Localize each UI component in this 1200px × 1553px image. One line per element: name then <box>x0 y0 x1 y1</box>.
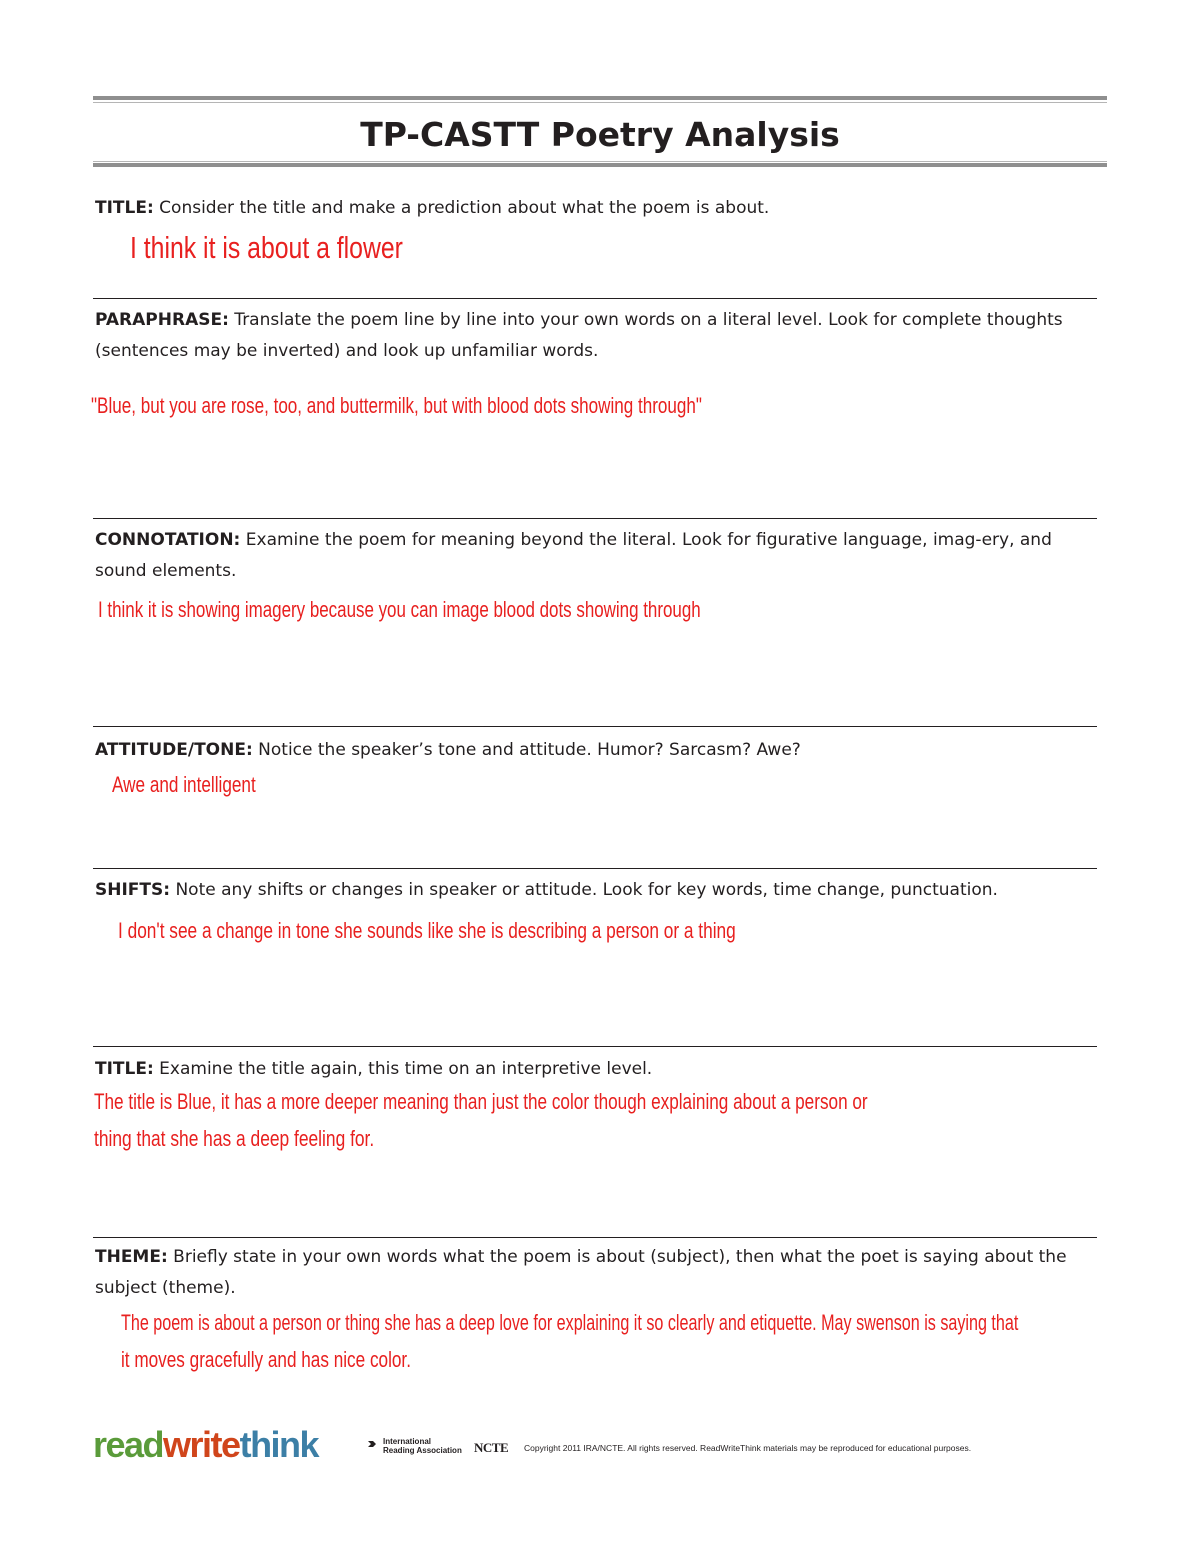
section-divider <box>93 868 1097 869</box>
title-interpretive-prompt <box>95 1054 1100 1085</box>
section-instructions: Translate the poem line by line into your own words on a literal level. Look for complete thoughts (sentences may be inverted) and look up unfamiliar words. <box>95 310 1063 361</box>
section-instructions: Note any shifts or changes in speaker or attitude. Look for key words, time change, punctuation. <box>170 880 998 900</box>
section-divider <box>93 726 1097 727</box>
section-divider <box>93 1046 1097 1047</box>
copyright-notice: Copyright 2011 IRA/NCTE. All rights reserved. ReadWriteThink materials may be reproduced for educational purposes. <box>524 1443 972 1453</box>
theme-prompt <box>95 1242 1100 1304</box>
section-instructions: Examine the poem for meaning beyond the literal. Look for figurative language, imag-ery, and sound elements. <box>95 530 1052 581</box>
ira-logo-text <box>383 1437 462 1455</box>
header-bottom-rule-thin <box>93 161 1107 162</box>
ira-logo-icon <box>368 1440 376 1448</box>
logo-think: think <box>239 1424 319 1465</box>
theme-answer-line-2: it moves gracefully and has nice color. <box>121 1347 411 1372</box>
section-divider <box>93 298 1097 299</box>
section-label: SHIFTS: <box>95 880 171 900</box>
connotation-answer: I think it is showing imagery because you can image blood dots showing through <box>98 597 701 622</box>
section-instructions: Notice the speaker’s tone and attitude. Humor? Sarcasm? Awe? <box>252 740 801 760</box>
title-interpretive-answer-line-2: thing that she has a deep feeling for. <box>94 1126 375 1151</box>
section-label: CONNOTATION: <box>95 530 241 550</box>
ncte-logo: NCTE <box>474 1440 509 1455</box>
header-bottom-rule <box>93 163 1107 167</box>
title-prediction-answer: I think it is about a flower <box>130 230 403 265</box>
theme-answer-line-1: The poem is about a person or thing she has a deep love for explaining it so clearly and etiquette. May swenson is saying that <box>121 1310 1019 1335</box>
connotation-prompt <box>95 525 1100 587</box>
section-divider <box>93 1237 1097 1238</box>
title-prompt <box>95 193 1100 224</box>
header-top-rule <box>93 96 1107 100</box>
section-label: PARAPHRASE: <box>95 310 229 330</box>
section-instructions: Examine the title again, this time on an interpretive level. <box>153 1059 653 1079</box>
section-instructions: Briefly state in your own words what the poem is about (subject), then what the poet is saying about the subject (theme). <box>95 1247 1067 1298</box>
title-interpretive-answer-line-1: The title is Blue, it has a more deeper meaning than just the color though explaining about a person or <box>94 1089 868 1114</box>
shifts-prompt <box>95 875 1100 906</box>
section-label: ATTITUDE/TONE: <box>95 740 253 760</box>
section-label: TITLE: <box>95 198 154 218</box>
logo-write: write <box>163 1424 240 1465</box>
attitude-tone-prompt <box>95 735 1100 766</box>
paraphrase-prompt <box>95 305 1100 367</box>
section-label: THEME: <box>95 1247 168 1267</box>
ira-line-1: International <box>383 1437 432 1446</box>
section-instructions: Consider the title and make a prediction about what the poem is about. <box>153 198 770 218</box>
header-top-rule-thin <box>93 102 1107 103</box>
ira-line-2: Reading Association <box>383 1446 462 1455</box>
attitude-tone-answer: Awe and intelligent <box>112 772 256 797</box>
shifts-answer: I don't see a change in tone she sounds like she is describing a person or a thing <box>118 918 736 943</box>
section-label: TITLE: <box>95 1059 154 1079</box>
readwritethink-logo <box>93 1425 318 1465</box>
paraphrase-answer: "Blue, but you are rose, too, and buttermilk, but with blood dots showing through" <box>91 393 702 418</box>
logo-read: read <box>93 1424 164 1465</box>
page-title: TP-CASTT Poetry Analysis <box>360 115 840 154</box>
section-divider <box>93 518 1097 519</box>
